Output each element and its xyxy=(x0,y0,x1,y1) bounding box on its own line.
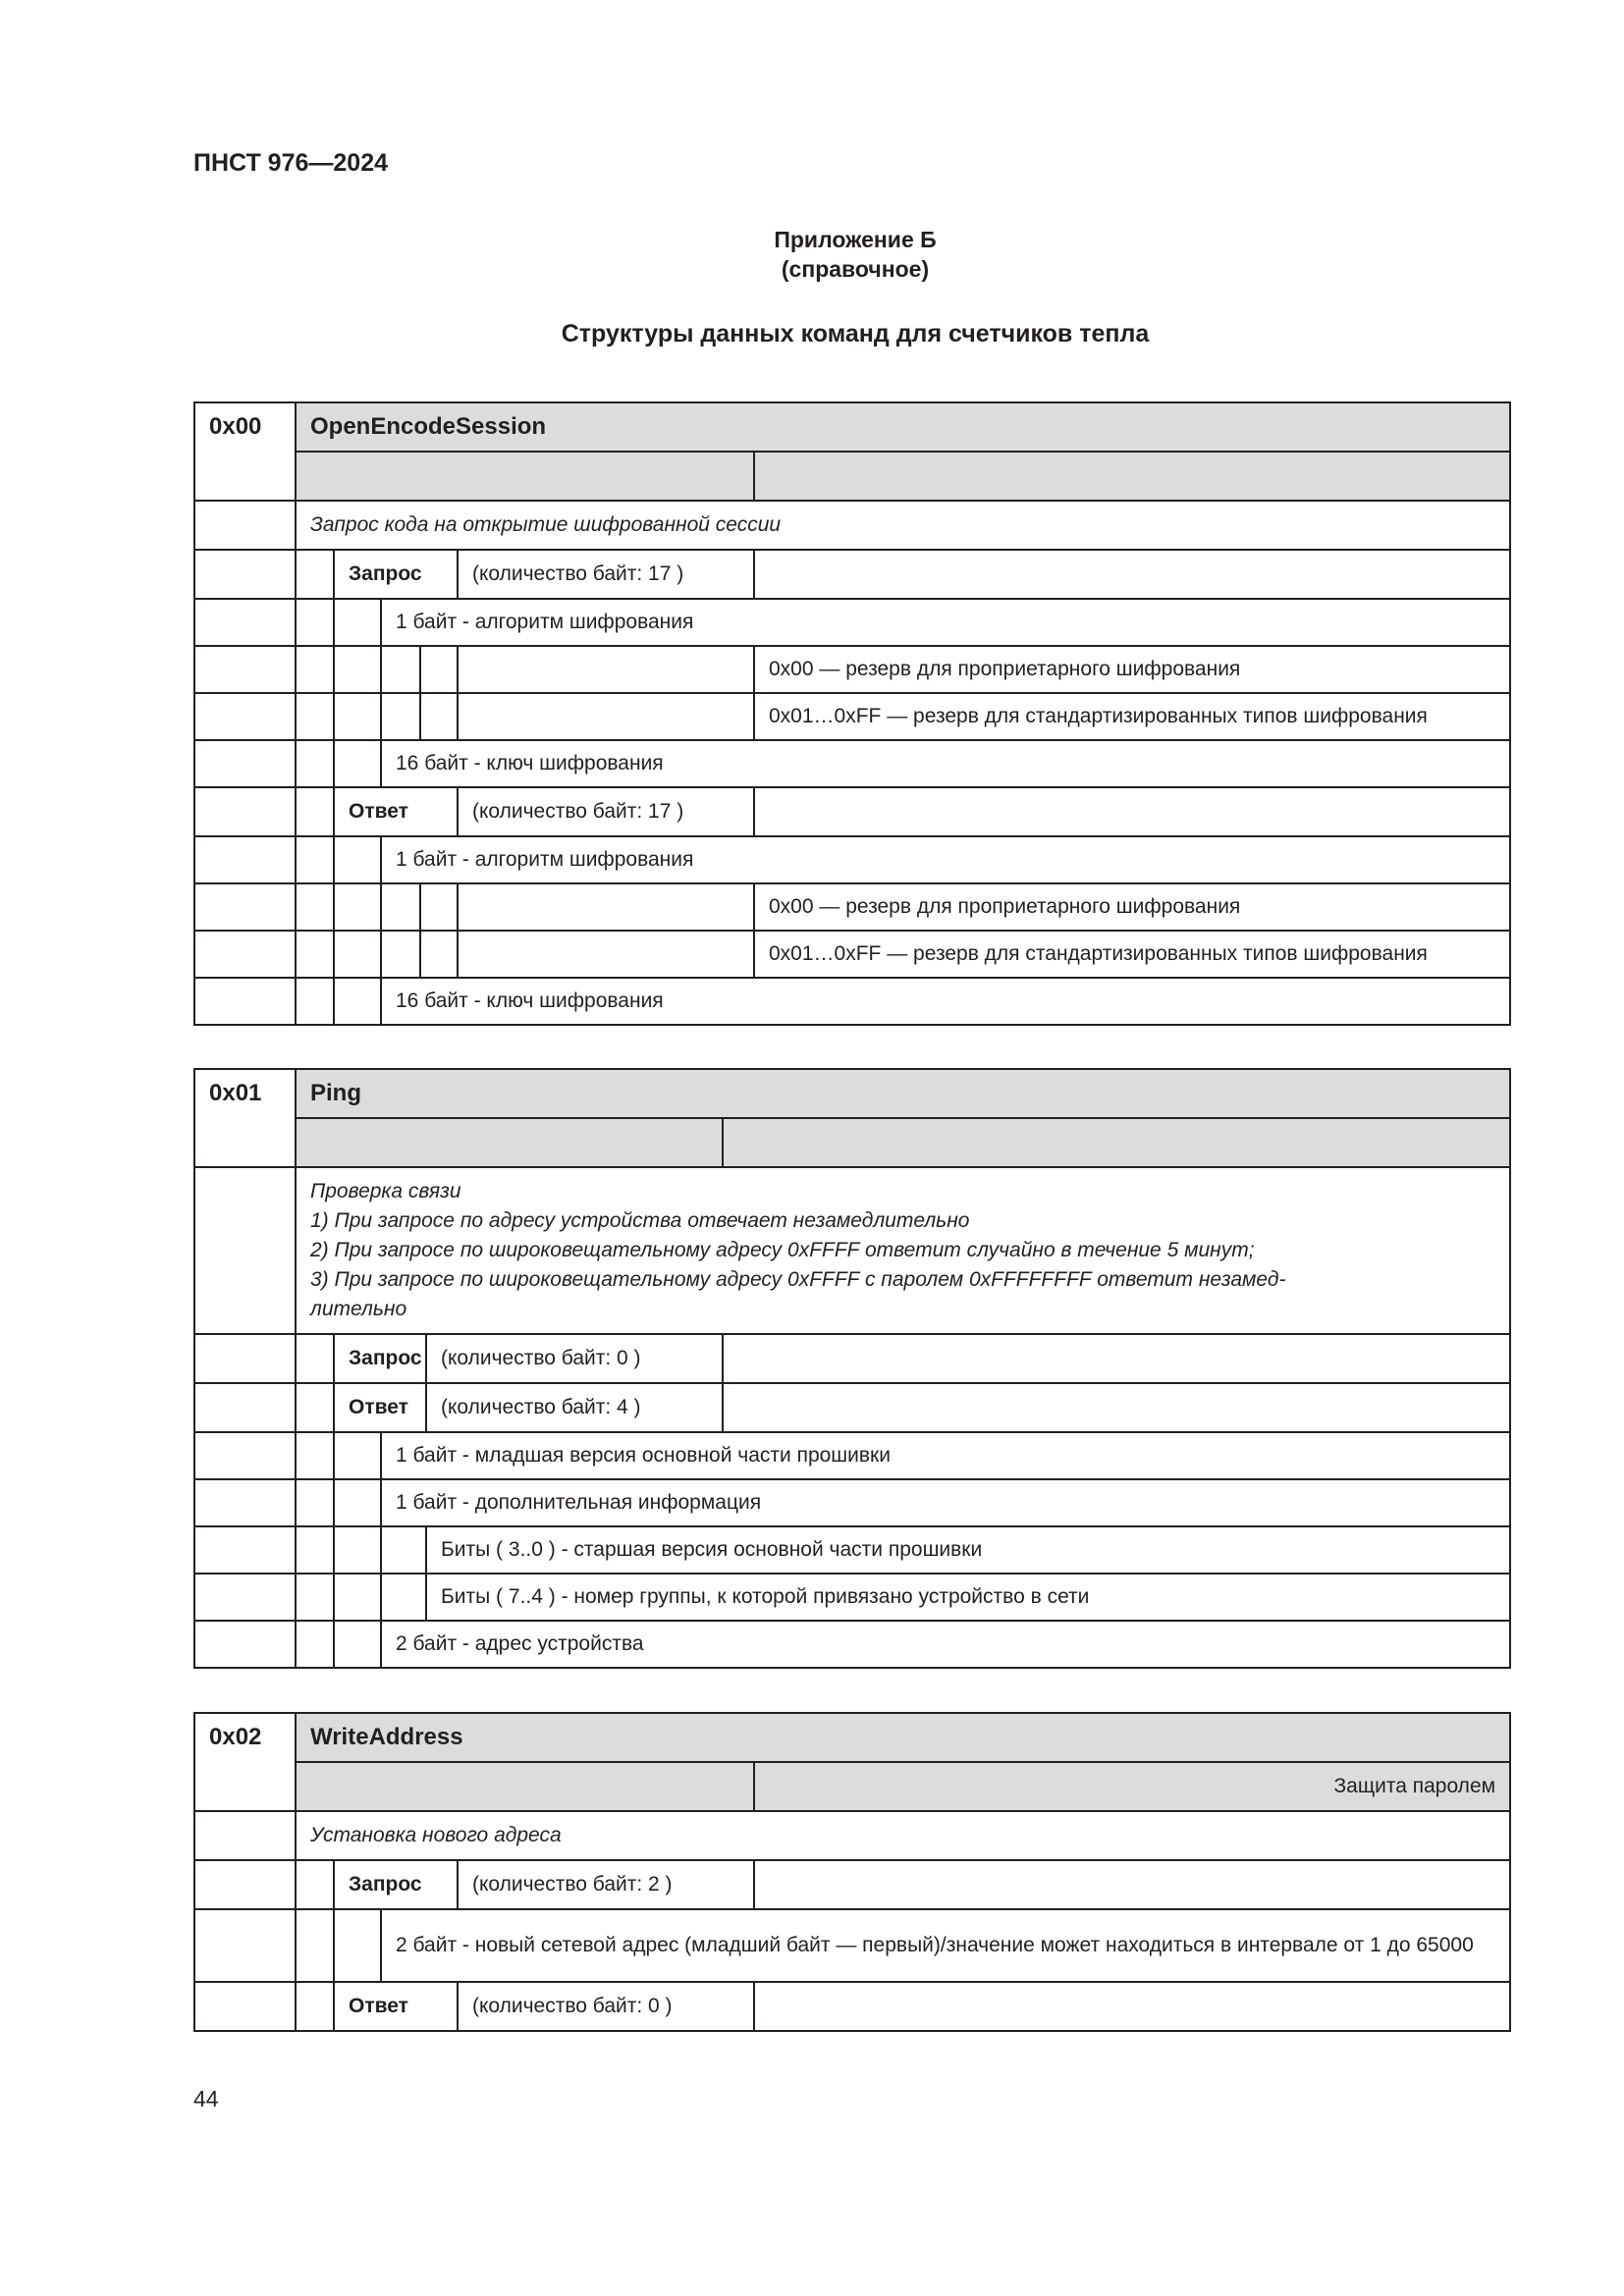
protection-cell xyxy=(723,1118,1510,1167)
response-value-option: 0x00 — резерв для проприетарного шифрования xyxy=(754,883,1510,931)
document-id: ПНСТ 976—2024 xyxy=(193,149,388,177)
command-table-ping xyxy=(193,1068,1511,1669)
command-code: 0x02 xyxy=(194,1713,296,1811)
request-field: 2 байт - новый сетевой адрес (младший байт — первый)/значение может находиться в интервале от 1 до 65000 xyxy=(381,1909,1510,1982)
request-byte-count: (количество байт: 17 ) xyxy=(458,550,754,599)
command-name: Ping xyxy=(296,1069,1510,1118)
request-value-option: 0x00 — резерв для проприетарного шифрования xyxy=(754,646,1510,693)
header-blank-cell xyxy=(296,1118,723,1167)
response-byte-count: (количество байт: 0 ) xyxy=(458,1982,754,2031)
command-name: WriteAddress xyxy=(296,1713,1510,1762)
response-field: 16 байт - ключ шифрования xyxy=(381,978,1510,1025)
response-label: Ответ xyxy=(334,1383,426,1432)
response-field: 1 байт - алгоритм шифрования xyxy=(381,836,1510,883)
appendix-label: Приложение Б xyxy=(774,227,937,252)
command-name: OpenEncodeSession xyxy=(296,402,1510,452)
command-table-open-encode-session xyxy=(193,401,1511,1026)
request-byte-count: (количество байт: 2 ) xyxy=(458,1860,754,1909)
response-field: 2 байт - адрес устройства xyxy=(381,1621,1510,1668)
request-label: Запрос xyxy=(334,1334,426,1383)
description-line: 3) При запросе по широковещательному адресу 0xFFFF с паролем 0xFFFFFFFF ответит незамед- xyxy=(310,1268,1286,1291)
request-field: 1 байт - алгоритм шифрования xyxy=(381,599,1510,646)
response-bit-field: Биты ( 3..0 ) - старшая версия основной части прошивки xyxy=(426,1526,1510,1574)
response-value-option: 0x01…0xFF — резерв для стандартизированных типов шифрования xyxy=(754,931,1510,978)
protection-cell xyxy=(754,452,1510,501)
command-description xyxy=(296,1167,1510,1334)
request-label: Запрос xyxy=(334,1860,458,1909)
command-description: Установка нового адреса xyxy=(296,1811,1510,1860)
description-line: 1) При запросе по адресу устройства отвечает незамедлительно xyxy=(310,1209,970,1232)
description-line: Проверка связи xyxy=(310,1180,461,1202)
page-title: Структуры данных команд для счетчиков тепла xyxy=(561,320,1150,347)
response-byte-count: (количество байт: 17 ) xyxy=(458,787,754,836)
request-value-option: 0x01…0xFF — резерв для стандартизированных типов шифрования xyxy=(754,693,1510,740)
command-table-write-address xyxy=(193,1712,1511,2032)
response-label: Ответ xyxy=(334,1982,458,2031)
response-field: 1 байт - дополнительная информация xyxy=(381,1479,1510,1526)
request-field: 16 байт - ключ шифрования xyxy=(381,740,1510,787)
command-code: 0x01 xyxy=(194,1069,296,1167)
header-blank-cell xyxy=(296,452,754,501)
response-label: Ответ xyxy=(334,787,458,836)
response-byte-count: (количество байт: 4 ) xyxy=(426,1383,723,1432)
description-line: 2) При запросе по широковещательному адресу 0xFFFF ответит случайно в течение 5 минут; xyxy=(310,1239,1255,1261)
protection-cell: Защита паролем xyxy=(754,1762,1510,1811)
request-byte-count: (количество байт: 0 ) xyxy=(426,1334,723,1383)
command-code: 0x00 xyxy=(194,402,296,501)
request-label: Запрос xyxy=(334,550,458,599)
page-number: 44 xyxy=(193,2086,219,2111)
command-description: Запрос кода на открытие шифрованной сессии xyxy=(296,501,1510,550)
response-field: 1 байт - младшая версия основной части прошивки xyxy=(381,1432,1510,1479)
description-line: лительно xyxy=(310,1298,407,1320)
header-blank-cell xyxy=(296,1762,754,1811)
response-bit-field: Биты ( 7..4 ) - номер группы, к которой привязано устройство в сети xyxy=(426,1574,1510,1621)
appendix-type: (справочное) xyxy=(781,256,930,282)
